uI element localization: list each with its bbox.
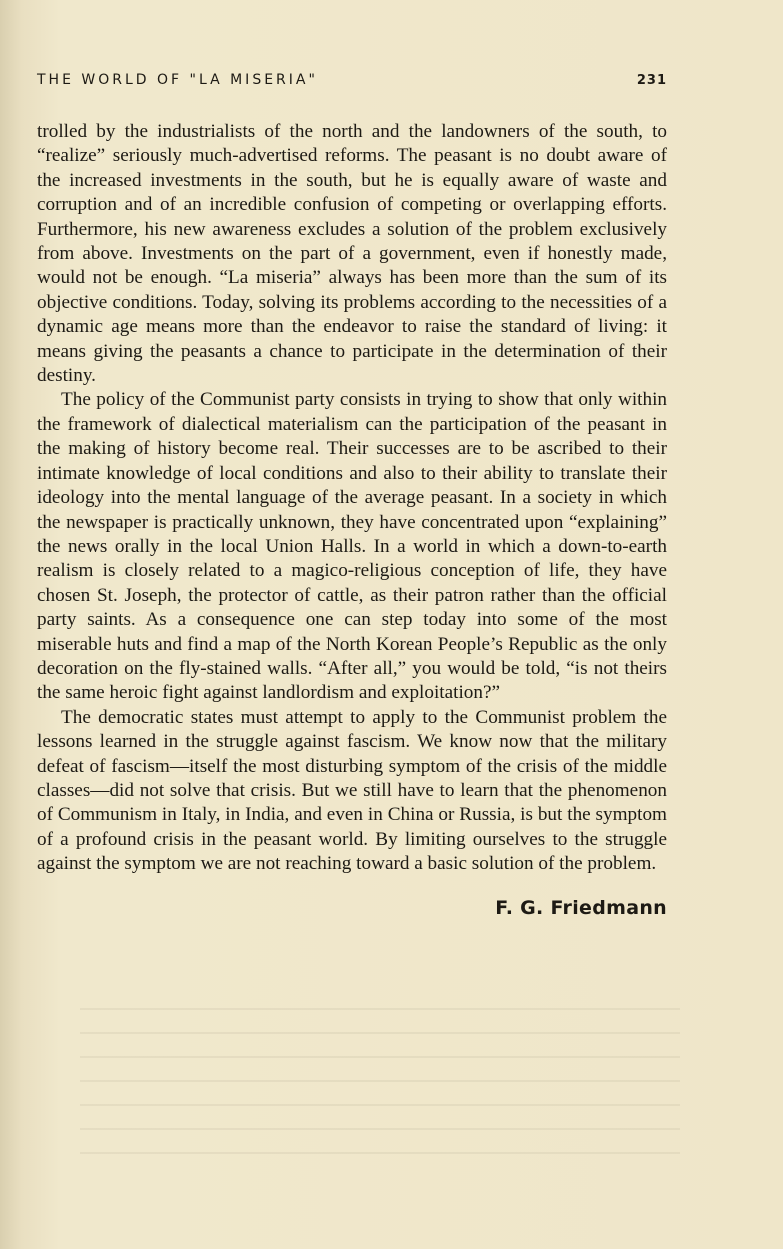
- page-number: 231: [636, 73, 667, 88]
- page-content: [37, 72, 667, 919]
- author-signature: F. G. Friedmann: [495, 896, 667, 919]
- running-head: [37, 72, 667, 102]
- body-text: [37, 120, 667, 877]
- paragraph-1: trolled by the industrialists of the north and the landowners of the south, to “realize” seriously much-advertised reforms. The peasant is no doubt aware of the increased investments in the south, but he is equally aware of waste and corruption and of an incredible confusion of competing or overlapping efforts. Furthermore, his new awareness excludes a solution of the problem exclusively from above. Investments on the part of a government, even if honestly made, would not be enough. “La miseria” always has been more than the sum of its objective conditions. Today, solving its problems according to the necessities of a dynamic age means more than the endeavor to raise the standard of living: it means giving the peasants a chance to participate in the determination of their destiny.: [37, 121, 667, 387]
- running-head-title: THE WORLD OF "LA MISERIA": [37, 72, 318, 88]
- bleed-through-shadow: [80, 1008, 680, 1158]
- paragraph-3: The democratic states must attempt to apply to the Communist problem the lessons learned in the struggle against fascism. We know now that the military defeat of fascism—itself the most disturbing symptom of the crisis of the middle classes—did not solve that crisis. But we still have to learn that the phenomenon of Communism in Italy, in India, and even in China or Russia, is but the symptom of a profound crisis in the peasant world. By limiting ourselves to the struggle against the symptom we are not reaching toward a basic solution of the problem.: [37, 706, 667, 875]
- paragraph-2: The policy of the Communist party consists in trying to show that only within the framework of dialectical materialism can the participation of the peasant in the making of history become real. Their successes are to be ascribed to their intimate knowledge of local conditions and also to their ability to translate their ideology into the mental language of the average peasant. In a society in which the newspaper is practically unknown, they have concentrated upon “explaining” the news orally in the local Union Halls. In a world in which a down-to-earth realism is closely related to a magico-religious conception of life, they have chosen St. Joseph, the protector of cattle, as their patron rather than the official party saints. As a consequence one can step today into some of the most miserable huts and find a map of the North Korean People’s Republic as the only decoration on the fly-stained walls. “After all,” you would be told, “is not theirs the same heroic fight against landlordism and exploitation?”: [37, 389, 667, 704]
